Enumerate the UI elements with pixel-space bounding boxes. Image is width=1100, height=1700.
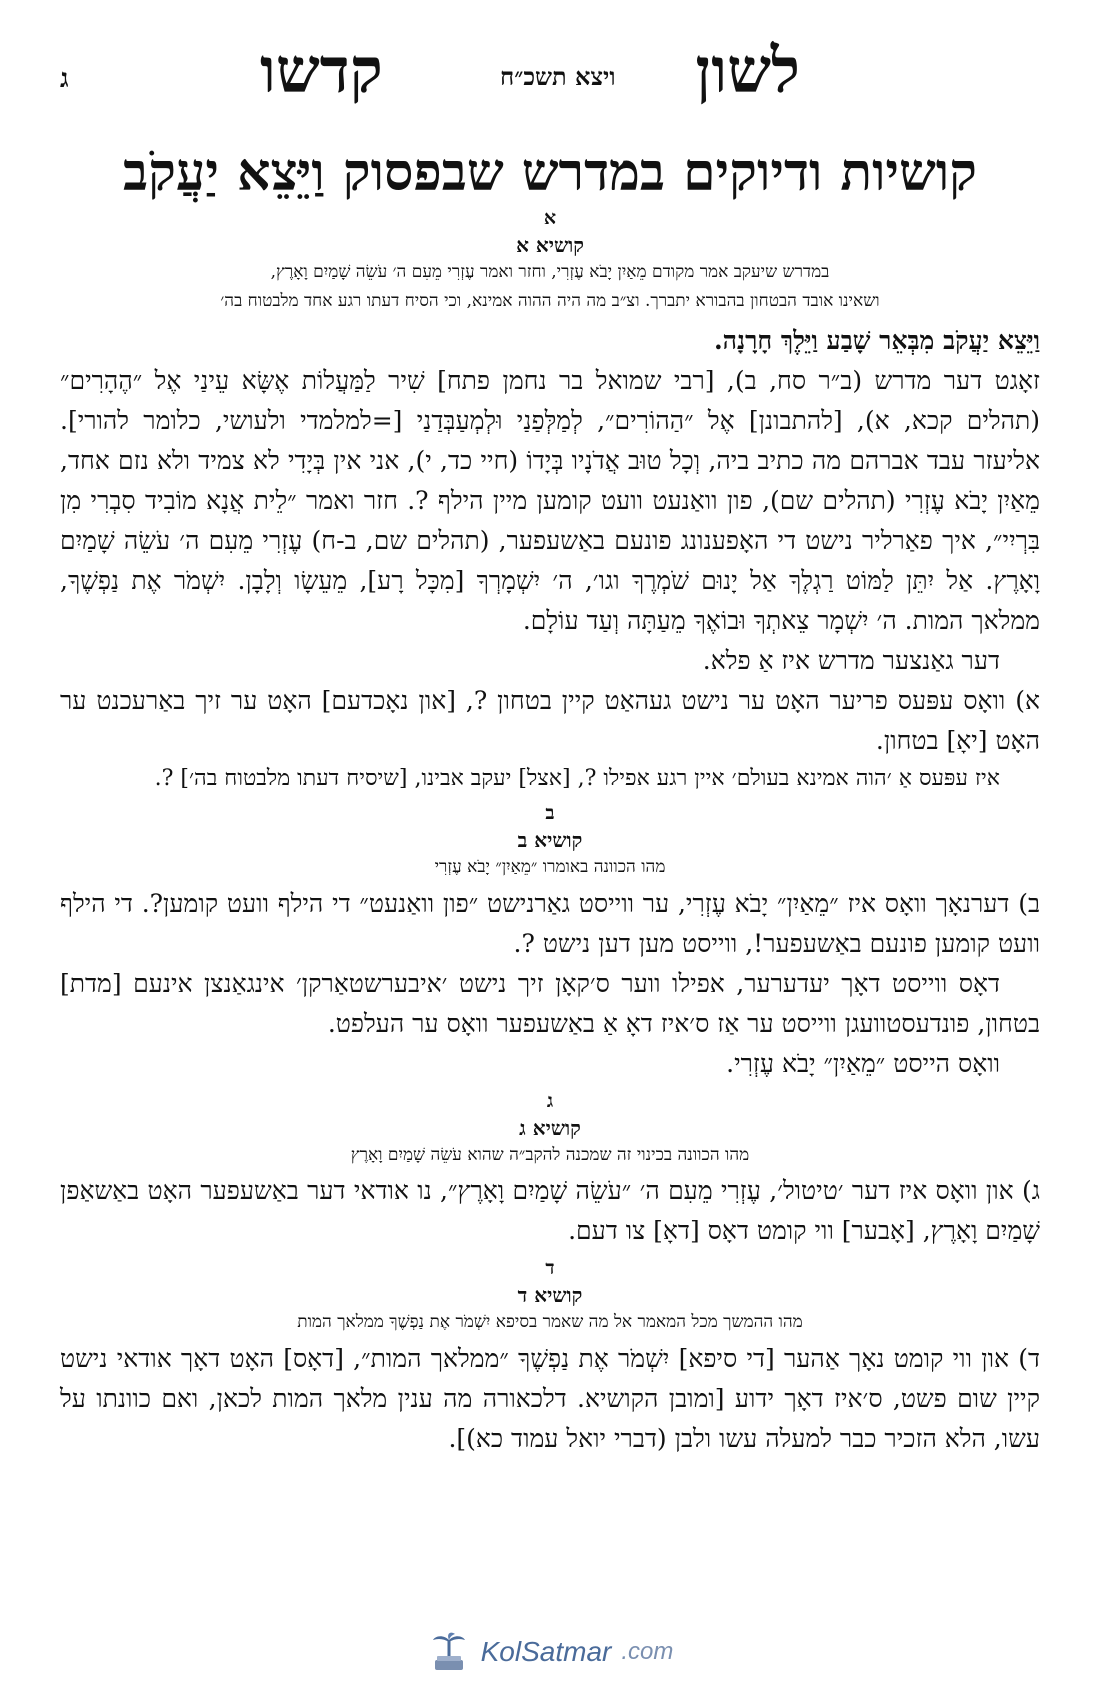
paragraph: דער גאַנצער מדרש איז אַ פלא. [702, 646, 1000, 676]
palm-tree-books-icon [427, 1630, 471, 1674]
paragraph: ב) דערנאָך וואָס איז ״מֵאַיִן״ יָבֹא עֶזְרִי, ער ווייסט גאַרנישט ״פון וואַנעט״ די הילף וועט קומען?. די הילף וועט קומען פונעם באַשעפער!, ווייסט מען דען נישט ?. [60, 888, 1040, 958]
section-subtitle-a1: במדרש שיעקב אמר מקודם מֵאַיִן יָבֹא עֶזְרִי, וחזר ואמר עֶזְרִי מֵעִם ה׳ עֹשֵׂה שָׁמַיִם וָאָרֶץ, [270, 261, 830, 282]
section-subtitle-b: מהו הכוונה באומרו ״מֵאַיִן״ יָבֹא עֶזְרִי [434, 857, 666, 878]
brand-domain: .com [621, 1638, 674, 1665]
paragraph: ד) און ווי קומט נאָך אַהער [די סיפא] יִשְׁמֹר אֶת נַפְשֶׁךָ ״ממלאך המות״, [דאָס] האָט דאָך אודאי נישט קיין שום פשט, ס׳איז דאָך ידוע [ומובן הקושיא. דלכאורה מה ענין מלאך המות לכאן, ואם כוונתו על עשו, הלא הזכיר כבר למעלה עשו ולבן (דברי יואל עמוד כא)]. [60, 1343, 1040, 1453]
header-title-left: קדשו [260, 34, 383, 107]
header-parsha: ויצא תשכ״ח [500, 62, 616, 91]
section-letter-d: ד [545, 1257, 555, 1280]
section-subtitle-a2: ושאינו אובד הבטחון בהבורא יתברך. וצ״ב מה היה ההוה אמינא, וכי הסיח דעתו רגע אחד מלבטוח בה׳ [220, 290, 880, 311]
section-letter-g: ג [546, 1089, 554, 1112]
page-header [60, 34, 1040, 107]
site-footer [0, 1630, 1100, 1678]
section-subtitle-d: מהו ההמשך מכל המאמר אל מה שאמר בסיפא יִשְׁמֹר אֶת נַפְשֶׁךָ ממלאך המות [297, 1312, 803, 1333]
section-label-g: קושיא ג [519, 1115, 581, 1140]
page-number: ג [60, 64, 69, 94]
paragraph: וואָס הייסט ״מֵאַיִן״ יָבֹא עֶזְרִי. [726, 1048, 1000, 1078]
section-label-a: קושיא א [516, 232, 584, 257]
section-letter-b: ב [545, 802, 555, 825]
paragraph: זאָגט דער מדרש (ב״ר סח, ב), [רבי שמואל בר נחמן פתח] שִׁיר לַמַּעֲלוֹת אֶשָּׂא עֵינַי אֶל ״הֶהָרִים״ (תהלים קכא, א), [להתבונן] אֶל ״הַהוֹרִים״, לְמַלְּפַנַי וּלְמְעַבְּדַנַי [=למלמדי ולעושי, כלומר להורי]. אליעזר עבד אברהם מה כתיב ביה, וְכָל טוּב אֲדֹנָיו בְּיָדוֹ (חיי כד, י), אני אין בְּיָדִי לא צמיד ולא נזם אחד, מֵאַיִן יָבֹא עֶזְרִי (תהלים שם), פון וואַנעט וועט קומען מיין הילף ?. חזר ואמר ״לֵית אֲנָא מוֹבִיד סִבְרִי מִן בִּרְיִי״, איך פאַרליר נישט די האָפענונג פונעם באַשעפער, (תהלים שם, ב-ח) עֶזְרִי מֵעִם ה׳ עֹשֵׂה שָׁמַיִם וָאָרֶץ. אַל יִתֵּן לַמּוֹט רַגְלֶךָ אַל יָנוּם שֹׁמְרֶךָ וגו׳, ה׳ יִשְׁמָרְךָ [מִכָּל רָע], מֵעֵשָׂו וְלָבָן. יִשְׁמֹר אֶת נַפְשֶׁךָ, ממלאך המות. ה׳ יִשְׁמָר צֵאתְךָ וּבוֹאֶךָ מֵעַתָּה וְעַד עוֹלָם. [60, 366, 1040, 636]
verse-line: וַיֵּצֵא יַעֲקֹב מִבְּאֵר שָׁבַע וַיֵּלֶךְ חָרָנָה. [713, 326, 1040, 356]
section-label-b: קושיא ב [517, 828, 583, 853]
paragraph: איז עפּעס אַ ׳הוה אמינא בעולם׳ איין רגע אפילו ?, [אצל] יעקב אבינו, [שיסיח דעתו מלבטוח בה׳] ?. [154, 766, 1000, 792]
paragraph: ג) און וואָס איז דער ׳טיטול׳, עֶזְרִי מֵעִם ה׳ ״עֹשֵׂה שָׁמַיִם וָאָרֶץ״, נו אודאי דער באַשעפער האָט באַשאַפן שָׁמַיִם וָאָרֶץ, [אָבער] ווי קומט דאָס [דאָ] צו דעם. [60, 1176, 1040, 1246]
header-title-right: לשון [695, 34, 800, 107]
article-title: קושיות ודיוקים במדרש שבפסוק וַיֵּצֵא יַעֲקֹב [123, 142, 977, 203]
section-label-d: קושיא ד [517, 1283, 583, 1308]
section-subtitle-g: מהו הכוונה בכינוי זה שמכנה להקב״ה שהוא עֹשֵׂה שָׁמַיִם וָאָרֶץ [350, 1144, 750, 1165]
paragraph: דאָס ווייסט דאָך יעדערער, אפילו ווער ס׳קאָן זיך נישט ׳איבערשטאַרקן׳ אינגאַנצן אינעם [מדת] בטחון, פונדעסטוועגן ווייסט ער אַז ס׳איז דאָ אַ באַשעפער וואָס ער העלפט. [60, 968, 1040, 1038]
site-logo[interactable] [427, 1630, 674, 1674]
paragraph: א) וואָס עפּעס פריער האָט ער נישט געהאַט קיין בטחון ?, [און נאָכדעם] האָט ער זיך באַרעכנט ער האָט [יאָ] בטחון. [60, 686, 1040, 756]
brand-name: KolSatmar [480, 1636, 612, 1667]
section-letter-a: א [543, 207, 557, 230]
